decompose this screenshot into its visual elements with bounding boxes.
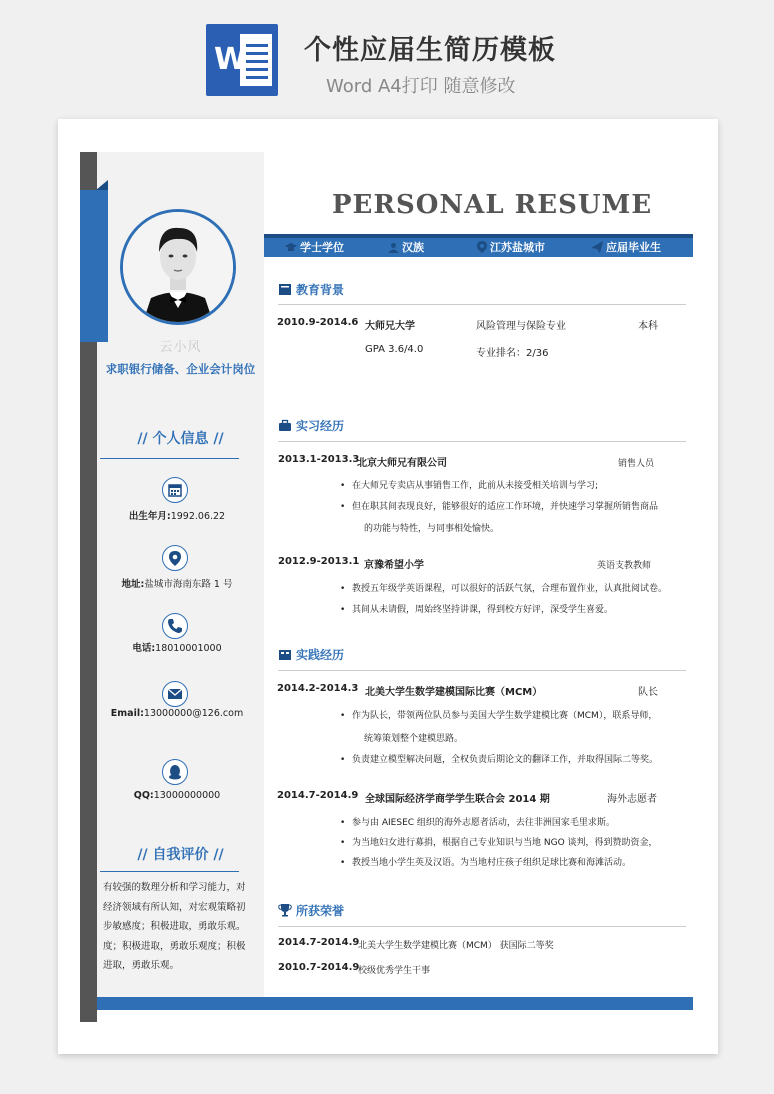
practice-heading: 实践经历 <box>278 646 344 663</box>
location-icon <box>162 545 188 571</box>
honor2-period: 2010.7-2014.9 <box>278 962 360 973</box>
briefcase-icon <box>278 419 292 432</box>
address-info: 地址:盐城市海南东路 1 号 <box>121 579 233 590</box>
mail-icon <box>162 681 188 707</box>
trophy-icon <box>278 903 292 917</box>
honor2-text: 校级优秀学生干事 <box>358 966 431 976</box>
practice1-org: 北美大学生数学建模国际比赛（MCM） <box>365 687 543 698</box>
pin-icon <box>477 241 487 253</box>
qq-info: QQ:13000000000 <box>133 790 221 801</box>
personal-info-heading: // 个人信息 // <box>137 431 224 447</box>
divider <box>100 871 239 872</box>
avatar <box>120 209 236 325</box>
edu-degree: 本科 <box>638 321 658 332</box>
self-eval-text: 有较强的数理分析和学习能力，对 经济领域有所认知，对宏观策略初 步敏感度；积极进取，勇敢乐观。 度；积极进取，勇敢乐观度；积极 进取，勇敢乐观。 <box>103 882 246 971</box>
practice1-bullet-cont: 统筹策划整个建模思路。 <box>364 734 464 744</box>
birth-info: 出生年月:1992.06.22 <box>128 511 226 522</box>
user-icon <box>388 242 399 253</box>
qq-icon <box>162 759 188 785</box>
divider <box>278 670 686 671</box>
book-icon <box>278 283 292 296</box>
intern1-period: 2013.1-2013.3 <box>278 454 360 465</box>
practice2-role: 海外志愿者 <box>607 794 657 805</box>
divider <box>278 441 686 442</box>
edu-gpa: GPA 3.6/4.0 <box>365 344 424 355</box>
self-eval-heading: // 自我评价 // <box>137 847 224 863</box>
honor1-period: 2014.7-2014.9 <box>278 937 360 948</box>
intern1-bullet-cont: 的功能与特性，与同事相处愉快。 <box>364 524 500 534</box>
practice2-bullet: • 参与由 AIESEC 组织的海外志愿者活动，去往非洲国家毛里求斯。 <box>352 813 692 833</box>
internship-heading: 实习经历 <box>278 417 344 434</box>
ribbon-fold <box>96 180 108 190</box>
divider <box>278 304 686 305</box>
practice1-period: 2014.2-2014.3 <box>277 683 359 694</box>
calendar-icon <box>162 477 188 503</box>
intern2-bullet: • 其间从未请假，周始终坚持讲课，得到校方好评，深受学生喜爱。 <box>352 600 692 620</box>
divider <box>278 926 686 927</box>
intern2-bullet: • 教授五年级学英语课程，可以很好的活跃气氛，合理布置作业，认真批阅试卷。 <box>352 579 692 599</box>
blue-ribbon <box>80 190 108 342</box>
intern2-period: 2012.9-2013.1 <box>278 556 360 567</box>
graduation-cap-icon <box>285 243 297 253</box>
edu-school: 大师兄大学 <box>365 321 415 332</box>
intern1-bullet: • 但在职其间表现良好，能够很好的适应工作环境，并快速学习掌握所销售商品 <box>352 497 692 517</box>
template-subtitle: Word A4打印 随意修改 <box>326 76 516 97</box>
email-info: Email:13000000@126.com <box>110 708 244 719</box>
intern1-bullet: • 在大师兄专卖店从事销售工作，此前从未接受相关培训与学习; <box>352 476 692 496</box>
practice1-role: 队长 <box>638 687 658 698</box>
tag-bar <box>264 234 693 257</box>
word-icon <box>206 24 278 96</box>
edu-period: 2010.9-2014.6 <box>277 317 359 328</box>
honor1-text: 北美大学生数学建模比赛（MCM） 获国际二等奖 <box>358 941 554 951</box>
education-heading: 教育背景 <box>278 281 344 298</box>
template-title: 个性应届生简历模板 <box>304 35 556 66</box>
honors-heading: 所获荣誉 <box>278 902 344 919</box>
intern1-org: 北京大师兄有限公司 <box>357 458 447 469</box>
tag-location: 江苏盐城市 <box>477 238 545 257</box>
intern2-role: 英语支教教师 <box>597 561 652 571</box>
practice2-org: 全球国际经济学商学学生联合会 2014 期 <box>365 794 550 805</box>
practice2-bullet: • 教授当地小学生英及汉语。为当地村庄孩子组织足球比赛和海滩活动。 <box>352 853 692 873</box>
bottom-bar <box>97 997 693 1010</box>
edu-rank: 专业排名：2/36 <box>476 348 549 359</box>
notebook-icon <box>278 648 292 661</box>
word-logo-letter: W <box>214 42 248 77</box>
divider <box>100 458 239 459</box>
practice2-period: 2014.7-2014.9 <box>277 790 359 801</box>
intern2-org: 京豫希望小学 <box>364 560 424 571</box>
practice1-bullet: • 作为队长，带领两位队员参与美国大学生数学建模比赛（MCM），联系导师， <box>352 706 692 726</box>
practice2-bullet: • 为当地妇女进行募捐，根据自己专业知识与当地 NGO 谈判，得到赞助资金， <box>352 833 692 853</box>
intern1-role: 销售人员 <box>618 459 655 469</box>
tag-ethnicity: 汉族 <box>388 238 424 257</box>
tag-degree: 学士学位 <box>285 238 344 257</box>
phone-info: 电话:18010001000 <box>132 643 222 654</box>
plane-icon <box>591 241 603 253</box>
edu-major: 风险管理与保险专业 <box>476 321 566 332</box>
candidate-name: 云小风 <box>159 340 202 355</box>
resume-title: PERSONAL RESUME <box>332 190 653 220</box>
phone-icon <box>162 613 188 639</box>
practice1-bullet: • 负责建立模型解决问题，全权负责后期论文的翻译工作，并取得国际二等奖。 <box>352 750 692 770</box>
tag-status: 应届毕业生 <box>591 238 661 257</box>
job-target: 求职银行储备、企业会计岗位 <box>105 362 256 376</box>
